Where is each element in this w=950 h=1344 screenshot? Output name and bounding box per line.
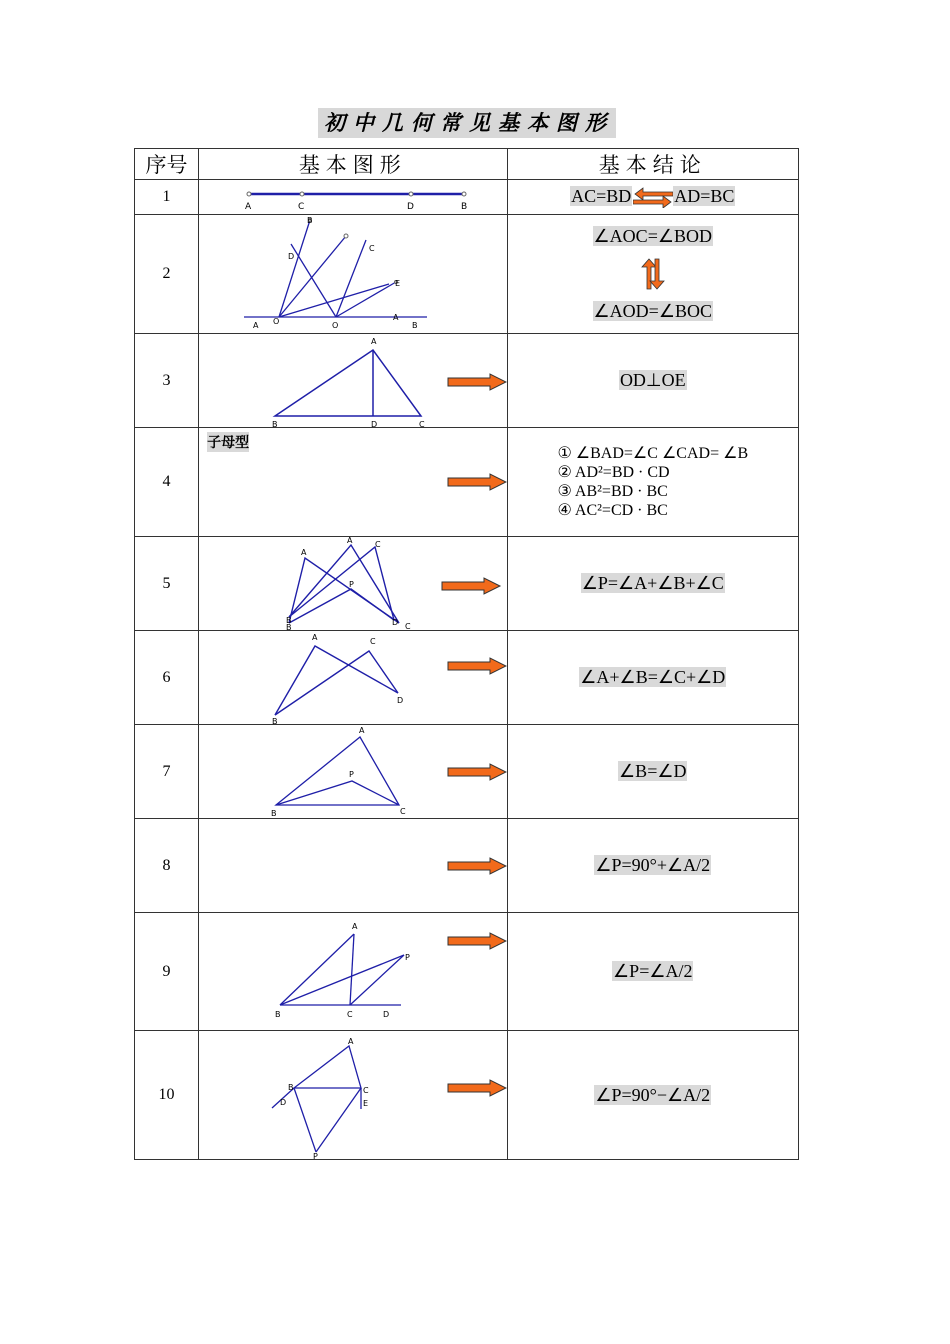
- point-label: A: [253, 321, 259, 330]
- conclusion-cell: [507, 537, 798, 631]
- point-label: D: [407, 202, 415, 212]
- point-label: C: [419, 420, 425, 427]
- table-row: [135, 913, 799, 1031]
- header-conclusion: 基本结论: [507, 149, 798, 180]
- list-item: ④ AC²=CD · BC: [557, 502, 668, 519]
- arrow-right-icon: [448, 933, 506, 949]
- point-label: A: [352, 922, 358, 931]
- point-label: A: [301, 548, 307, 557]
- row-number: 3: [135, 334, 199, 428]
- point-label: B: [288, 1083, 294, 1092]
- exterior-bisector-figure: [199, 913, 507, 1030]
- point-label: P: [313, 1152, 318, 1159]
- arrow-right-icon: [448, 764, 506, 780]
- row-number: 6: [135, 631, 199, 725]
- point-label: P: [349, 770, 354, 779]
- header-num: 序号: [135, 149, 199, 180]
- row-number: 10: [135, 1031, 199, 1160]
- conclusion-right: AD=BC: [674, 185, 735, 206]
- double-w-figure: [199, 537, 507, 630]
- point-label: C: [298, 202, 305, 212]
- segment-figure: [199, 180, 507, 214]
- point-label: D: [288, 252, 295, 261]
- conclusion-cell: [507, 819, 798, 913]
- arrow-right-icon: [448, 374, 506, 390]
- arrow-figure: [199, 819, 507, 912]
- double-arrow-icon: [633, 186, 673, 208]
- point-label: D: [383, 1010, 390, 1019]
- point-label: A: [348, 1037, 354, 1046]
- point-label: A: [393, 313, 399, 322]
- arrow-right-icon: [448, 858, 506, 874]
- point-label: B: [412, 321, 418, 330]
- arrow-right-icon: [448, 474, 506, 490]
- row-number: 2: [135, 215, 199, 334]
- point-label: D: [397, 696, 404, 705]
- point-label: B: [461, 202, 468, 212]
- table-row: [135, 1031, 799, 1160]
- conclusion-cell: [507, 631, 798, 725]
- point-label: E: [395, 279, 401, 288]
- conclusion-text: ∠A+∠B=∠C+∠D: [580, 667, 726, 687]
- arrow-right-icon: [448, 658, 506, 674]
- conclusion-top: ∠AOC=∠BOD: [593, 226, 712, 246]
- conclusion-cell: [507, 428, 798, 537]
- conclusion-text: ∠P=90°−∠A/2: [595, 1084, 711, 1105]
- point-label: B: [307, 216, 313, 225]
- point-label: P: [405, 953, 410, 962]
- point-label: E: [363, 1099, 369, 1108]
- point-label: C: [369, 244, 375, 253]
- header-row: [135, 149, 799, 180]
- list-item: ③ AB²=BD · BC: [557, 483, 668, 500]
- right-triangle-figure: [199, 334, 507, 427]
- conclusion-text: ∠P=∠A+∠B+∠C: [581, 573, 724, 593]
- point-label: D: [392, 618, 399, 627]
- conclusion-left: AC=BD: [571, 185, 632, 206]
- figure-label: 子母型: [207, 432, 249, 452]
- figure-cell: [199, 537, 507, 631]
- angles-figure: [199, 215, 507, 333]
- table-row: [135, 215, 799, 334]
- excenter-figure: [199, 1031, 507, 1159]
- figure-cell: [199, 1031, 507, 1160]
- bowtie-figure: [199, 631, 507, 724]
- list-item: ① ∠BAD=∠C ∠CAD= ∠B: [557, 445, 749, 462]
- row-number: 5: [135, 537, 199, 631]
- header-figure: 基本图形: [199, 149, 507, 180]
- conclusion-cell: [507, 913, 798, 1031]
- point-label: C: [400, 807, 406, 816]
- figure-cell: [199, 913, 507, 1031]
- point-label: B: [272, 420, 278, 427]
- conclusion-list: [557, 444, 748, 520]
- table-row: [135, 334, 799, 428]
- table-row: [135, 428, 799, 537]
- point-label: B: [286, 616, 292, 625]
- row-number: 1: [135, 180, 199, 215]
- conclusion-cell: [507, 334, 798, 428]
- table-row: [135, 537, 799, 631]
- table-row: [135, 631, 799, 725]
- point-label: B: [286, 623, 292, 630]
- figure-cell: [199, 215, 507, 334]
- point-label: C: [363, 1086, 369, 1095]
- point-label: P: [349, 580, 354, 589]
- figure-cell: [199, 631, 507, 725]
- point-label: B: [275, 1010, 281, 1019]
- page-title: 初中几何常见基本图形: [318, 108, 616, 138]
- figure-cell: [199, 334, 507, 428]
- row-number: 4: [135, 428, 199, 537]
- conclusion-text: ∠B=∠D: [619, 761, 687, 781]
- point-label: A: [371, 337, 377, 346]
- conclusion-cell: [507, 215, 798, 334]
- conclusion-cell: [507, 1031, 798, 1160]
- row-number: 7: [135, 725, 199, 819]
- conclusion-bottom: ∠AOD=∠BOC: [593, 301, 712, 321]
- point-label: O: [332, 321, 339, 330]
- point-label: A: [312, 633, 318, 642]
- figure-cell: [199, 725, 507, 819]
- double-arrow-icon: [638, 257, 668, 291]
- conclusion-cell: [507, 725, 798, 819]
- arrow-right-icon: [448, 1080, 506, 1096]
- point-label: A: [347, 537, 353, 545]
- row-number: 9: [135, 913, 199, 1031]
- conclusion-text: OD⊥OE: [619, 370, 686, 390]
- arrow-right-icon: [442, 578, 500, 594]
- point-label: C: [405, 622, 411, 630]
- point-label: D: [371, 420, 378, 427]
- point-label: C: [370, 637, 376, 646]
- figure-cell: [199, 819, 507, 913]
- conclusion-text: ∠P=90°+∠A/2: [595, 855, 711, 875]
- point-label: C: [375, 540, 381, 549]
- row-number: 8: [135, 819, 199, 913]
- point-label: A: [245, 202, 252, 212]
- table-row: [135, 819, 799, 913]
- point-label: B: [271, 809, 277, 818]
- conclusion-cell: [507, 180, 798, 215]
- conclusion-text: ∠P=∠A/2: [613, 961, 693, 981]
- list-item: ② AD²=BD · CD: [557, 464, 670, 481]
- point-label: C: [347, 1010, 353, 1019]
- table-row: [135, 180, 799, 215]
- point-label: A: [359, 726, 365, 735]
- point-label: O: [273, 317, 280, 326]
- theorem-table: [134, 148, 799, 1160]
- point-label: D: [280, 1098, 287, 1107]
- arrowhead-figure: [199, 725, 507, 818]
- point-label: B: [272, 717, 278, 724]
- figure-cell: [199, 428, 507, 537]
- table-row: [135, 725, 799, 819]
- figure-cell: [199, 180, 507, 215]
